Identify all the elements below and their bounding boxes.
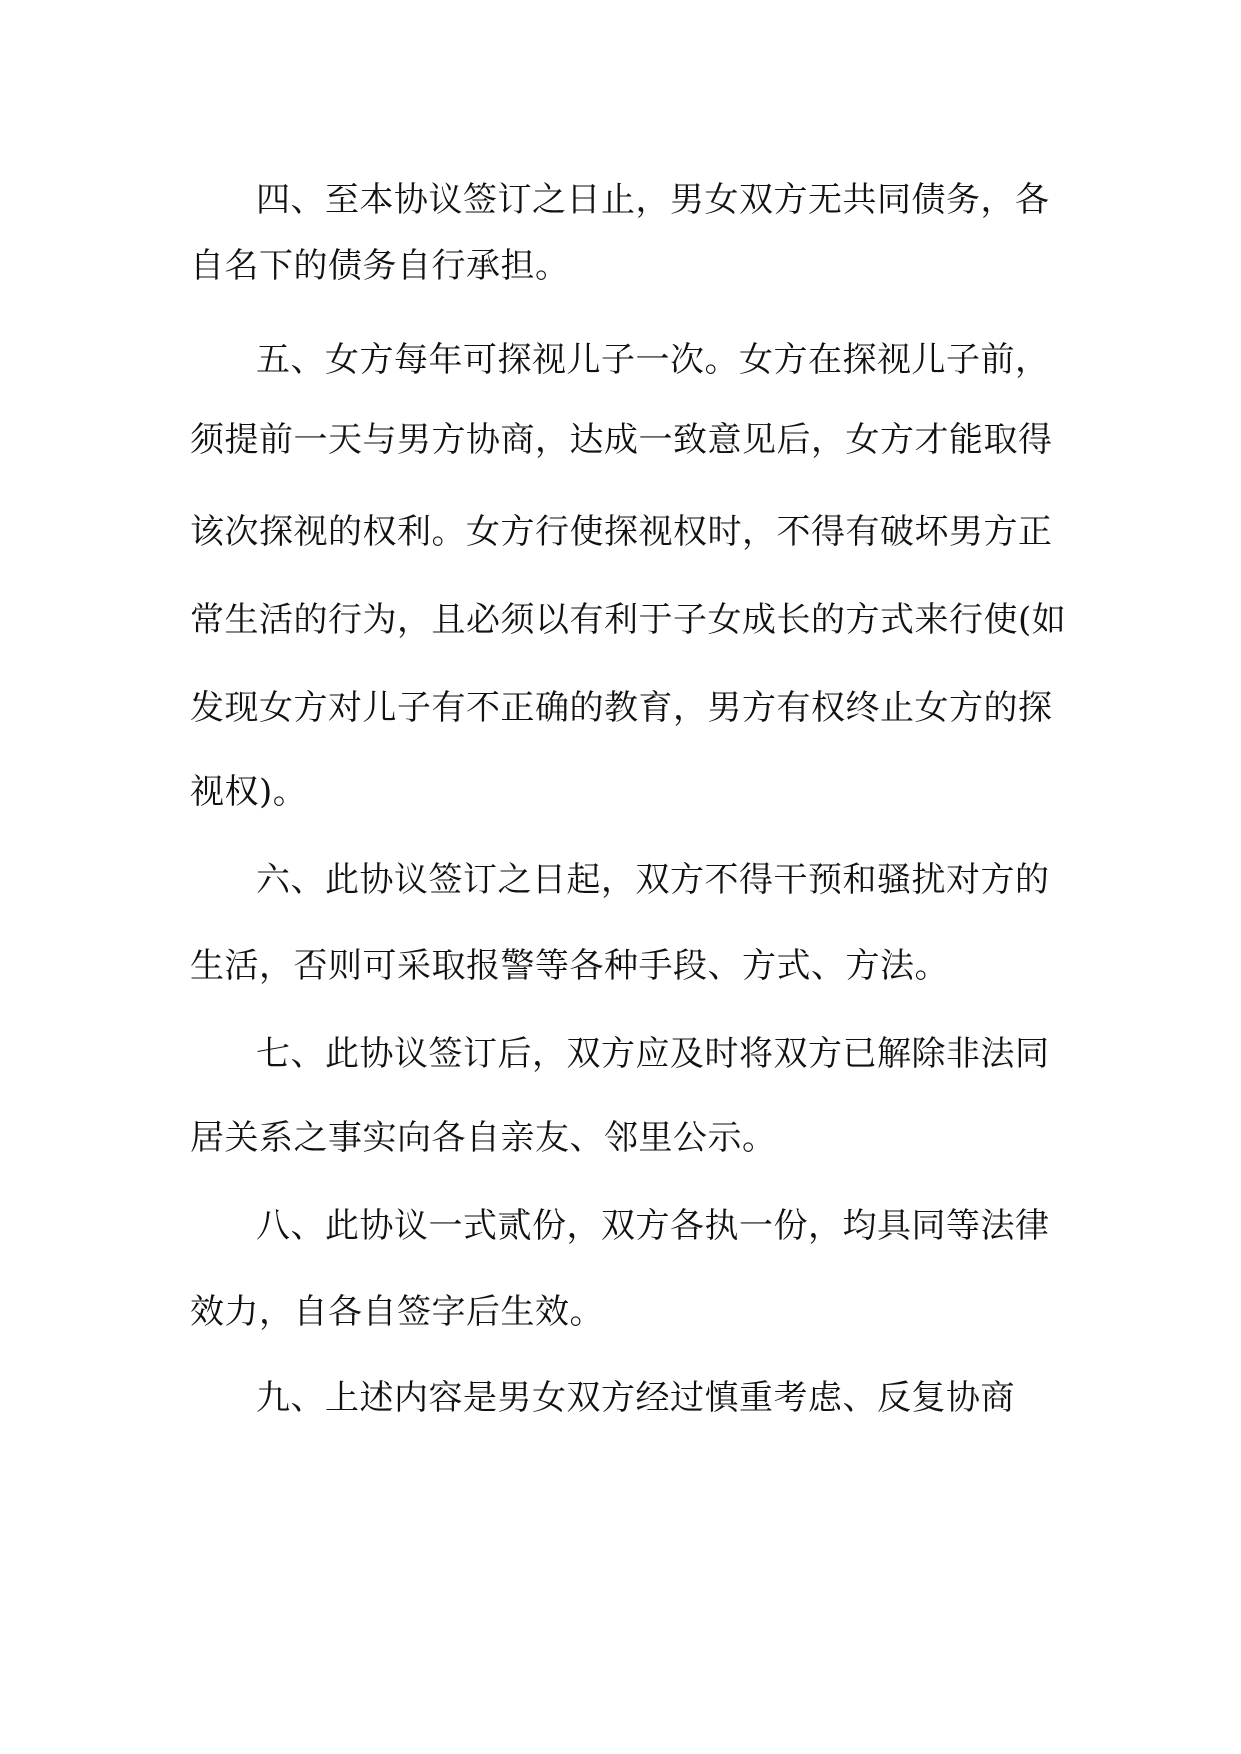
text-line: 效力，自各自签字后生效。 <box>190 1292 604 1332</box>
text-line: 五、女方每年可探视儿子一次。女方在探视儿子前， <box>256 340 1050 380</box>
text-line: 发现女方对儿子有不正确的教育，男方有权终止女方的探 <box>190 688 1053 728</box>
text-line: 生活，否则可采取报警等各种手段、方式、方法。 <box>190 946 949 986</box>
text-line: 九、上述内容是男女双方经过慎重考虑、反复协商 <box>256 1378 1015 1418</box>
text-line: 该次探视的权利。女方行使探视权时，不得有破坏男方正 <box>190 512 1053 552</box>
text-line: 八、此协议一式贰份，双方各执一份，均具同等法律 <box>256 1206 1050 1246</box>
text-line: 七、此协议签订后，双方应及时将双方已解除非法同 <box>256 1034 1050 1074</box>
text-line: 常生活的行为，且必须以有利于子女成长的方式来行使(如 <box>190 600 1067 640</box>
text-line: 视权)。 <box>190 772 308 812</box>
text-line: 六、此协议签订之日起，双方不得干预和骚扰对方的 <box>256 860 1050 900</box>
text-line: 须提前一天与男方协商，达成一致意见后，女方才能取得 <box>190 420 1053 460</box>
text-line: 居关系之事实向各自亲友、邻里公示。 <box>190 1118 777 1158</box>
text-line: 四、至本协议签订之日止，男女双方无共同债务，各 <box>256 180 1050 220</box>
text-line: 自名下的债务自行承担。 <box>190 246 570 286</box>
